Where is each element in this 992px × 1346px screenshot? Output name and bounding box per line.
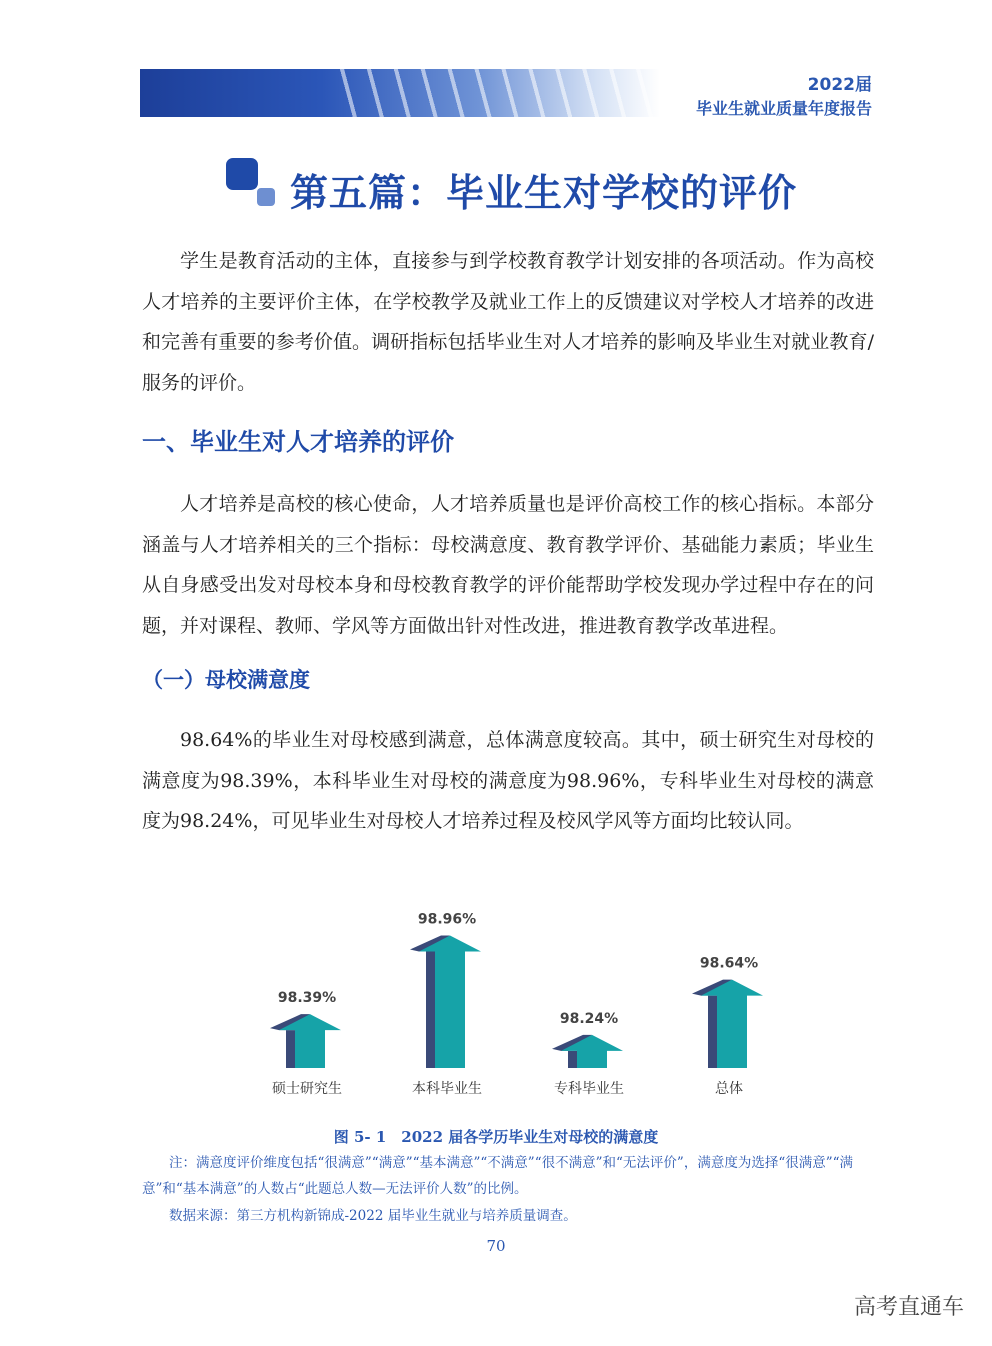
intro-paragraph: 学生是教育活动的主体，直接参与到学校教育教学计划安排的各项活动。作为高校人才培养的主要评价主体，在学校教学及就业工作上的反馈建议对学校人才培养的改进和完善有重要的参考价值。调研指标包括毕业生对人才培养的影响及毕业生对就业教育/服务的评价。 [142,250,874,394]
satisfaction-chart [200,870,820,1110]
subsection-paragraph: 98.64%的毕业生对母校感到满意，总体满意度较高。其中，硕士研究生对母校的满意度为98.39%，本科毕业生对母校的满意度为98.96%，专科毕业生对母校的满意度为98.24%，可见毕业生对母校人才培养过程及校风学风等方面均比较认同。 [142,729,874,832]
chart-category-label-3: 总体 [715,1081,743,1097]
figure-caption: 图 5- 1 2022 届各学历毕业生对母校的满意度 [333,1128,659,1146]
chart-category-label-2: 专科毕业生 [554,1081,624,1097]
subsection-heading: （一）母校满意度 [142,668,310,692]
chart-bar-0 [270,1014,341,1068]
chart-category-label-1: 本科毕业生 [412,1081,482,1097]
chart-bar-3 [692,980,763,1068]
chart-data-label-1: 98.96% [417,911,477,928]
chart-bar-1 [410,936,481,1068]
section-paragraph: 人才培养是高校的核心使命，人才培养质量也是评价高校工作的核心指标。本部分涵盖与人才培养相关的三个指标：母校满意度、教育教学评价、基础能力素质；毕业生从自身感受出发对母校本身和母校教育教学的评价能帮助学校发现办学过程中存在的问题，并对课程、教师、学风等方面做出针对性改进，推进教育教学改革进程。 [142,493,874,637]
chart-bar-2 [552,1035,623,1068]
page-number: 70 [486,1237,506,1255]
figure-note: 注：满意度评价维度包括“很满意”“满意”“基本满意”“不满意”“很不满意”和“无法评价”，满意度为选择“很满意”“满意”和“基本满意”的人数占“此题总人数—无法评价人数”的比例。 [142,1155,854,1197]
chart-category-label-0: 硕士研究生 [272,1081,342,1097]
data-source: 数据来源：第三方机构新锦成-2022 届毕业生就业与培养质量调查。 [169,1208,577,1224]
page-title: 第五篇：毕业生对学校的评价 [290,171,798,215]
header-banner-stripes [330,69,660,117]
watermark: 高考直通车 [853,1295,964,1320]
chart-data-label-3: 98.64% [699,955,759,972]
section-heading: 一、毕业生对人才培养的评价 [142,428,454,456]
title-squares-icon [226,158,276,208]
chart-data-label-2: 98.24% [559,1010,619,1027]
chart-data-label-0: 98.39% [277,990,337,1007]
report-year: 2022届 [807,75,872,95]
report-name: 毕业生就业质量年度报告 [695,99,872,118]
